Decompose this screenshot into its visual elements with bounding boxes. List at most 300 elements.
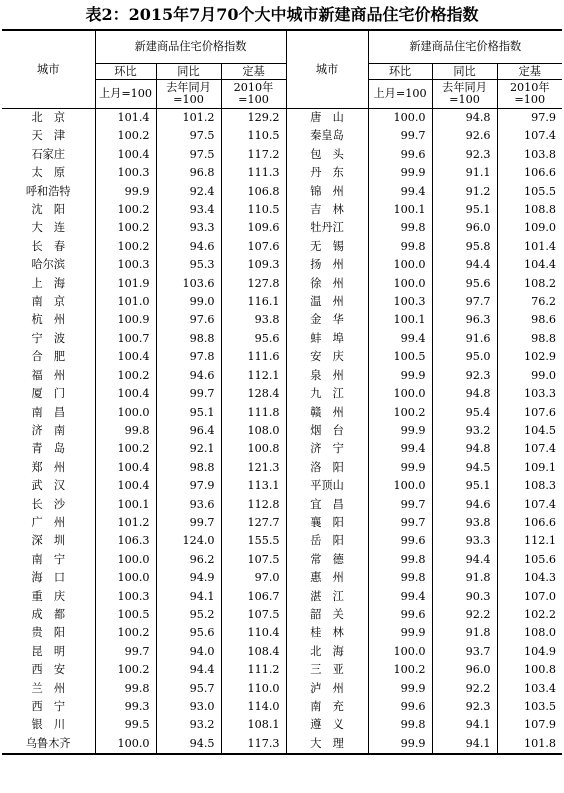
city-left-cell: 南 宁 [2,551,95,569]
table-row [2,385,562,403]
mom-left-cell: 100.0 [95,735,156,754]
yoy-left-cell: 93.6 [156,496,221,514]
yoy-left-cell: 94.6 [156,367,221,385]
fixed-left-cell: 112.8 [221,496,286,514]
fixed-left-cell: 93.8 [221,311,286,329]
city-left-cell: 西 安 [2,661,95,679]
table-row [2,422,562,440]
city-left-cell: 长 沙 [2,496,95,514]
mom-left-cell: 100.4 [95,348,156,366]
yoy-right-cell: 93.7 [432,643,497,661]
mom-left-cell: 99.9 [95,183,156,201]
yoy-left-cell: 103.6 [156,275,221,293]
mom-left-cell: 100.4 [95,459,156,477]
mom-right-cell: 99.9 [368,680,432,698]
mom-left-cell: 100.2 [95,201,156,219]
yoy-left-cell: 99.7 [156,514,221,532]
city-left-cell: 贵 阳 [2,624,95,642]
mom-right-cell: 100.2 [368,661,432,679]
mom-left-cell: 99.8 [95,422,156,440]
fixed-left-cell: 108.4 [221,643,286,661]
yoy-left-cell: 93.2 [156,716,221,734]
city-right-cell: 遵 义 [286,716,368,734]
table-row [2,238,562,256]
mom-left-cell: 100.2 [95,127,156,145]
city-left-cell: 济 南 [2,422,95,440]
fixed-left-cell: 97.0 [221,569,286,587]
table-row [2,496,562,514]
mom-right-cell: 100.0 [368,109,432,128]
fixed-right-cell: 101.8 [497,735,562,754]
city-left-cell: 深 圳 [2,532,95,550]
fixed-right-cell: 108.0 [497,624,562,642]
city-right-cell: 赣 州 [286,404,368,422]
yoy-left-cell: 94.5 [156,735,221,754]
fixed-right-cell: 107.4 [497,496,562,514]
mom-right-cell: 100.0 [368,275,432,293]
table-row [2,643,562,661]
yoy-right-cell: 91.8 [432,569,497,587]
city-left-cell: 天 津 [2,127,95,145]
city-left-cell: 合 肥 [2,348,95,366]
city-left-cell: 宁 波 [2,330,95,348]
fixed-left-cell: 106.8 [221,183,286,201]
yoy-left-cell: 101.2 [156,109,221,128]
yoy-left-cell: 93.4 [156,201,221,219]
fixed-right-cell: 108.3 [497,477,562,495]
yoy-right-cell: 97.7 [432,293,497,311]
yoy-right-cell: 94.4 [432,551,497,569]
city-right-cell: 无 锡 [286,238,368,256]
yoy-left-cell: 96.8 [156,164,221,182]
fixed-right-cell: 105.5 [497,183,562,201]
yoy-right-cell: 93.8 [432,514,497,532]
mom-left-cell: 100.3 [95,588,156,606]
city-left-cell: 杭 州 [2,311,95,329]
fixed-left-cell: 107.5 [221,606,286,624]
yoy-right-cell: 96.0 [432,661,497,679]
city-left-cell: 南 昌 [2,404,95,422]
fixed-left-cell: 116.1 [221,293,286,311]
city-right-cell: 烟 台 [286,422,368,440]
mom-right-cell: 100.0 [368,256,432,274]
city-right-cell: 三 亚 [286,661,368,679]
city-left-cell: 青 岛 [2,440,95,458]
yoy-left-cell: 94.9 [156,569,221,587]
table-row [2,716,562,734]
mom-left-cell: 101.0 [95,293,156,311]
city-left-cell: 广 州 [2,514,95,532]
city-left-cell: 大 连 [2,219,95,237]
mom-right-cell: 100.0 [368,643,432,661]
yoy-left-cell: 92.1 [156,440,221,458]
fixed-right-cell: 98.6 [497,311,562,329]
city-right-cell: 韶 关 [286,606,368,624]
table-row [2,680,562,698]
fixed-right-cell: 103.5 [497,698,562,716]
mom-left-cell: 100.9 [95,311,156,329]
fixed-left-cell: 114.0 [221,698,286,716]
city-right-cell: 牡丹江 [286,219,368,237]
yoy-right-cell: 92.3 [432,698,497,716]
mom-header-left: 环比 [95,64,156,80]
city-left-cell: 昆 明 [2,643,95,661]
yoy-left-cell: 97.5 [156,146,221,164]
table-row [2,348,562,366]
mom-left-cell: 99.7 [95,643,156,661]
city-left-cell: 太 原 [2,164,95,182]
table-row [2,459,562,477]
mom-left-cell: 100.2 [95,367,156,385]
fixed-left-cell: 100.8 [221,440,286,458]
mom-right-cell: 99.8 [368,569,432,587]
mom-left-cell: 101.2 [95,514,156,532]
mom-left-cell: 100.4 [95,385,156,403]
fixed-right-cell: 103.4 [497,680,562,698]
city-left-cell: 石家庄 [2,146,95,164]
fixed-right-cell: 101.4 [497,238,562,256]
fixed-right-cell: 104.3 [497,569,562,587]
fixed-left-cell: 111.8 [221,404,286,422]
yoy-right-cell: 95.4 [432,404,497,422]
fixed-right-cell: 105.6 [497,551,562,569]
city-right-cell: 丹 东 [286,164,368,182]
table-row [2,275,562,293]
city-left-cell: 乌鲁木齐 [2,735,95,754]
table-row [2,109,562,128]
mom-right-cell: 100.5 [368,348,432,366]
fixed-left-cell: 127.7 [221,514,286,532]
mom-left-cell: 99.8 [95,680,156,698]
city-right-cell: 九 江 [286,385,368,403]
yoy-right-cell: 95.1 [432,201,497,219]
fixed-right-cell: 97.9 [497,109,562,128]
city-left-cell: 武 汉 [2,477,95,495]
fixed-right-cell: 107.0 [497,588,562,606]
table-row [2,477,562,495]
yoy-right-cell: 95.0 [432,348,497,366]
fixed-right-cell: 109.0 [497,219,562,237]
mom-right-cell: 99.9 [368,367,432,385]
mom-right-cell: 99.9 [368,459,432,477]
fixed-right-cell: 112.1 [497,532,562,550]
mom-left-cell: 100.5 [95,606,156,624]
fixed-left-cell: 111.6 [221,348,286,366]
mom-base-left: 上月=100 [95,80,156,109]
yoy-left-cell: 99.0 [156,293,221,311]
table-row [2,367,562,385]
fixed-left-cell: 127.8 [221,275,286,293]
fixed-right-cell: 103.8 [497,146,562,164]
yoy-left-cell: 96.2 [156,551,221,569]
city-right-cell: 桂 林 [286,624,368,642]
yoy-right-cell: 92.3 [432,367,497,385]
yoy-left-cell: 95.6 [156,624,221,642]
fixed-right-cell: 107.4 [497,127,562,145]
fixed-left-cell: 109.6 [221,219,286,237]
yoy-right-cell: 94.6 [432,496,497,514]
yoy-right-cell: 95.1 [432,477,497,495]
fixed-right-cell: 107.9 [497,716,562,734]
mom-right-cell: 99.9 [368,422,432,440]
city-left-cell: 呼和浩特 [2,183,95,201]
city-left-cell: 沈 阳 [2,201,95,219]
yoy-right-cell: 94.1 [432,716,497,734]
fixed-left-cell: 110.0 [221,680,286,698]
table-row [2,698,562,716]
yoy-right-cell: 92.6 [432,127,497,145]
index-group-header-left: 新建商品住宅价格指数 [95,30,286,64]
index-group-header-right: 新建商品住宅价格指数 [368,30,562,64]
mom-right-cell: 100.0 [368,477,432,495]
mom-right-cell: 99.4 [368,440,432,458]
yoy-left-cell: 94.1 [156,588,221,606]
mom-right-cell: 99.8 [368,716,432,734]
fixed-right-cell: 104.5 [497,422,562,440]
yoy-right-cell: 94.8 [432,109,497,128]
city-right-cell: 湛 江 [286,588,368,606]
table-row [2,551,562,569]
yoy-right-cell: 92.2 [432,606,497,624]
fixed-right-cell: 108.8 [497,201,562,219]
city-right-cell: 北 海 [286,643,368,661]
table-row [2,588,562,606]
mom-right-cell: 100.1 [368,201,432,219]
city-right-cell: 安 庆 [286,348,368,366]
yoy-right-cell: 94.4 [432,256,497,274]
yoy-left-cell: 94.0 [156,643,221,661]
yoy-left-cell: 97.6 [156,311,221,329]
mom-left-cell: 100.0 [95,551,156,569]
mom-right-cell: 99.6 [368,606,432,624]
yoy-left-cell: 92.4 [156,183,221,201]
fixed-header-right: 定基 [497,64,562,80]
city-left-cell: 郑 州 [2,459,95,477]
city-right-cell: 扬 州 [286,256,368,274]
fixed-right-cell: 104.4 [497,256,562,274]
mom-left-cell: 100.4 [95,477,156,495]
mom-right-cell: 99.8 [368,219,432,237]
mom-left-cell: 100.2 [95,624,156,642]
yoy-left-cell: 97.5 [156,127,221,145]
fixed-right-cell: 108.2 [497,275,562,293]
table-row [2,404,562,422]
city-left-cell: 兰 州 [2,680,95,698]
fixed-left-cell: 128.4 [221,385,286,403]
fixed-left-cell: 107.5 [221,551,286,569]
mom-right-cell: 99.8 [368,238,432,256]
table-row [2,164,562,182]
fixed-right-cell: 106.6 [497,514,562,532]
table-row [2,606,562,624]
fixed-left-cell: 113.1 [221,477,286,495]
fixed-header-left: 定基 [221,64,286,80]
fixed-right-cell: 109.1 [497,459,562,477]
yoy-left-cell: 97.8 [156,348,221,366]
fixed-left-cell: 117.2 [221,146,286,164]
city-left-cell: 重 庆 [2,588,95,606]
city-header-left: 城市 [2,30,95,109]
fixed-left-cell: 95.6 [221,330,286,348]
yoy-left-cell: 96.4 [156,422,221,440]
city-right-cell: 金 华 [286,311,368,329]
mom-right-cell: 99.6 [368,532,432,550]
table-row [2,330,562,348]
table-row [2,183,562,201]
yoy-right-cell: 91.2 [432,183,497,201]
city-right-cell: 岳 阳 [286,532,368,550]
table-row [2,201,562,219]
fixed-left-cell: 110.5 [221,201,286,219]
fixed-left-cell: 121.3 [221,459,286,477]
yoy-left-cell: 94.4 [156,661,221,679]
yoy-right-cell: 91.1 [432,164,497,182]
city-right-cell: 南 充 [286,698,368,716]
yoy-right-cell: 96.3 [432,311,497,329]
mom-header-right: 环比 [368,64,432,80]
yoy-right-cell: 93.3 [432,532,497,550]
yoy-right-cell: 96.0 [432,219,497,237]
table-body [2,109,562,755]
city-right-cell: 济 宁 [286,440,368,458]
mom-base-right: 上月=100 [368,80,432,109]
city-right-cell: 大 理 [286,735,368,754]
mom-left-cell: 100.2 [95,661,156,679]
yoy-left-cell: 99.7 [156,385,221,403]
mom-right-cell: 99.7 [368,514,432,532]
yoy-left-cell: 94.6 [156,238,221,256]
yoy-left-cell: 95.3 [156,256,221,274]
mom-right-cell: 99.7 [368,127,432,145]
yoy-right-cell: 94.5 [432,459,497,477]
city-right-cell: 常 德 [286,551,368,569]
yoy-right-cell: 93.2 [432,422,497,440]
yoy-left-cell: 95.1 [156,404,221,422]
city-left-cell: 北 京 [2,109,95,128]
city-right-cell: 襄 阳 [286,514,368,532]
yoy-right-cell: 91.8 [432,624,497,642]
yoy-right-cell: 92.2 [432,680,497,698]
table-row [2,532,562,550]
yoy-left-cell: 95.7 [156,680,221,698]
yoy-right-cell: 95.6 [432,275,497,293]
table-row [2,146,562,164]
city-right-cell: 平顶山 [286,477,368,495]
yoy-left-cell: 98.8 [156,330,221,348]
city-right-cell: 徐 州 [286,275,368,293]
fixed-left-cell: 117.3 [221,735,286,754]
table-row [2,311,562,329]
city-left-cell: 长 春 [2,238,95,256]
fixed-right-cell: 102.2 [497,606,562,624]
fixed-right-cell: 76.2 [497,293,562,311]
mom-left-cell: 100.3 [95,256,156,274]
fixed-left-cell: 155.5 [221,532,286,550]
yoy-base-right: 去年同月=100 [432,80,497,109]
mom-right-cell: 100.2 [368,404,432,422]
mom-right-cell: 99.6 [368,146,432,164]
mom-left-cell: 99.5 [95,716,156,734]
fixed-right-cell: 103.3 [497,385,562,403]
city-right-cell: 蚌 埠 [286,330,368,348]
yoy-left-cell: 124.0 [156,532,221,550]
fixed-right-cell: 99.0 [497,367,562,385]
city-left-cell: 上 海 [2,275,95,293]
yoy-base-left: 去年同月=100 [156,80,221,109]
fixed-left-cell: 110.4 [221,624,286,642]
city-right-cell: 锦 州 [286,183,368,201]
yoy-right-cell: 94.1 [432,735,497,754]
fixed-left-cell: 111.3 [221,164,286,182]
mom-left-cell: 100.1 [95,496,156,514]
fixed-right-cell: 107.4 [497,440,562,458]
mom-right-cell: 100.0 [368,385,432,403]
yoy-right-cell: 90.3 [432,588,497,606]
mom-left-cell: 101.9 [95,275,156,293]
table-row [2,661,562,679]
yoy-left-cell: 95.2 [156,606,221,624]
city-right-cell: 泸 州 [286,680,368,698]
table-row [2,735,562,754]
fixed-base-left: 2010年=100 [221,80,286,109]
mom-right-cell: 100.3 [368,293,432,311]
city-left-cell: 厦 门 [2,385,95,403]
city-right-cell: 包 头 [286,146,368,164]
fixed-left-cell: 109.3 [221,256,286,274]
mom-left-cell: 100.4 [95,146,156,164]
yoy-header-left: 同比 [156,64,221,80]
mom-right-cell: 99.9 [368,624,432,642]
fixed-left-cell: 108.0 [221,422,286,440]
fixed-left-cell: 112.1 [221,367,286,385]
city-right-cell: 温 州 [286,293,368,311]
yoy-header-right: 同比 [432,64,497,80]
city-right-cell: 吉 林 [286,201,368,219]
mom-right-cell: 99.4 [368,330,432,348]
fixed-left-cell: 108.1 [221,716,286,734]
fixed-left-cell: 111.2 [221,661,286,679]
fixed-left-cell: 129.2 [221,109,286,128]
city-left-cell: 西 宁 [2,698,95,716]
yoy-right-cell: 94.8 [432,440,497,458]
yoy-left-cell: 93.3 [156,219,221,237]
yoy-left-cell: 97.9 [156,477,221,495]
city-left-cell: 成 都 [2,606,95,624]
fixed-right-cell: 104.9 [497,643,562,661]
yoy-left-cell: 98.8 [156,459,221,477]
mom-right-cell: 99.9 [368,164,432,182]
mom-left-cell: 100.0 [95,404,156,422]
city-left-cell: 哈尔滨 [2,256,95,274]
city-right-cell: 泉 州 [286,367,368,385]
fixed-right-cell: 98.8 [497,330,562,348]
city-right-cell: 唐 山 [286,109,368,128]
city-header-right: 城市 [286,30,368,109]
table-row [2,514,562,532]
table-row [2,127,562,145]
mom-left-cell: 99.3 [95,698,156,716]
mom-left-cell: 106.3 [95,532,156,550]
fixed-right-cell: 106.6 [497,164,562,182]
mom-right-cell: 99.8 [368,551,432,569]
city-right-cell: 宜 昌 [286,496,368,514]
mom-right-cell: 99.4 [368,588,432,606]
mom-left-cell: 100.7 [95,330,156,348]
fixed-base-right: 2010年=100 [497,80,562,109]
mom-right-cell: 99.7 [368,496,432,514]
mom-left-cell: 100.2 [95,238,156,256]
city-left-cell: 福 州 [2,367,95,385]
